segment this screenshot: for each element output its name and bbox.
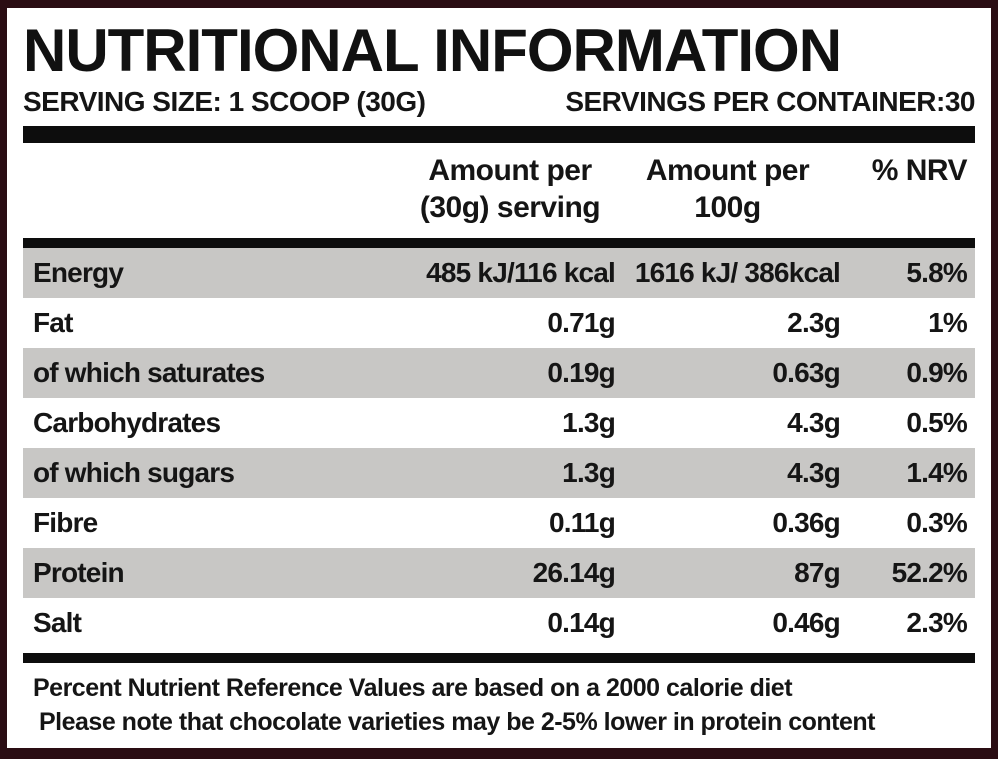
value-nrv: 0.3% bbox=[906, 507, 967, 538]
value-nrv: 1.4% bbox=[906, 457, 967, 488]
value-per-100g: 87g bbox=[794, 557, 840, 588]
footnote-nrv-basis: Percent Nutrient Reference Values are based on a 2000 calorie diet bbox=[33, 674, 793, 702]
value-nrv: 0.5% bbox=[906, 407, 967, 438]
value-per-100g: 0.36g bbox=[772, 507, 840, 538]
nutrient-name: of which sugars bbox=[33, 457, 235, 488]
value-per-serving: 0.71g bbox=[547, 307, 615, 338]
value-per-100g: 1616 kJ/ 386kcal bbox=[634, 257, 840, 288]
value-nrv: 1% bbox=[928, 307, 967, 338]
value-per-100g: 4.3g bbox=[787, 457, 840, 488]
value-per-serving: 485 kJ/116 kcal bbox=[426, 257, 615, 288]
nutrient-name: Energy bbox=[33, 257, 124, 288]
table-row bbox=[23, 598, 975, 648]
table-header-row bbox=[23, 143, 975, 238]
header-per-100g: Amount per 100g bbox=[645, 154, 810, 224]
page-title: NUTRITIONAL INFORMATION bbox=[23, 17, 842, 84]
value-per-serving: 1.3g bbox=[562, 457, 615, 488]
value-per-serving: 26.14g bbox=[532, 557, 615, 588]
nutrient-name: Carbohydrates bbox=[33, 407, 221, 438]
table-row bbox=[23, 398, 975, 448]
servings-per-container-text: SERVINGS PER CONTAINER:30 bbox=[565, 86, 975, 117]
value-per-serving: 0.19g bbox=[547, 357, 615, 388]
value-per-100g: 0.63g bbox=[772, 357, 840, 388]
nutrient-name: of which saturates bbox=[33, 357, 265, 388]
table-row bbox=[23, 248, 975, 298]
value-per-serving: 0.11g bbox=[548, 507, 615, 538]
header-per-serving: Amount per (30g) serving bbox=[419, 154, 601, 224]
serving-size-text: SERVING SIZE: 1 SCOOP (30G) bbox=[23, 86, 426, 117]
separator-bar-top bbox=[23, 126, 975, 143]
value-per-serving: 1.3g bbox=[562, 407, 615, 438]
value-per-serving: 0.14g bbox=[547, 607, 615, 638]
footnotes bbox=[23, 663, 975, 739]
table-row bbox=[23, 498, 975, 548]
value-nrv: 2.3% bbox=[906, 607, 967, 638]
serving-info bbox=[23, 86, 975, 118]
value-per-100g: 0.46g bbox=[772, 607, 840, 638]
separator-bar-bottom bbox=[23, 653, 975, 663]
table-row bbox=[23, 298, 975, 348]
table-row bbox=[23, 348, 975, 398]
nutrient-name: Salt bbox=[33, 607, 82, 638]
value-nrv: 5.8% bbox=[906, 257, 967, 288]
nutrient-name: Fat bbox=[33, 307, 73, 338]
value-nrv: 0.9% bbox=[906, 357, 967, 388]
nutrition-table bbox=[23, 248, 975, 648]
footnote-chocolate-note: Please note that chocolate varieties may be 2-5% lower in protein content bbox=[39, 708, 875, 736]
value-nrv: 52.2% bbox=[891, 557, 967, 588]
table-row bbox=[23, 548, 975, 598]
value-per-100g: 2.3g bbox=[787, 307, 840, 338]
table-row bbox=[23, 448, 975, 498]
separator-bar-header bbox=[23, 238, 975, 248]
header-nrv: % NRV bbox=[871, 154, 967, 187]
nutrient-name: Fibre bbox=[33, 507, 98, 538]
value-per-100g: 4.3g bbox=[787, 407, 840, 438]
nutrient-name: Protein bbox=[33, 557, 124, 588]
